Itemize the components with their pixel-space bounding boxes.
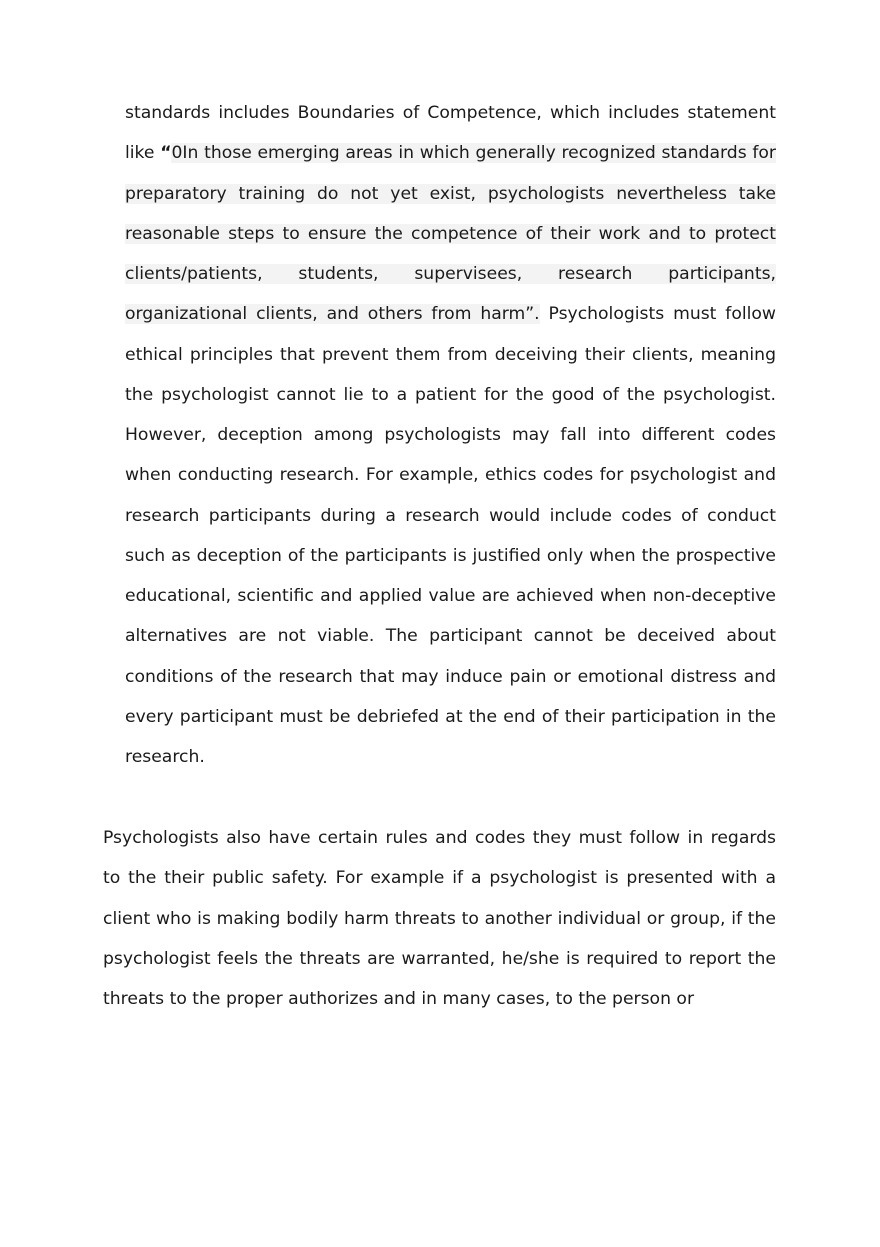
paragraph-intro-text: standards includes Boundaries of Competence, which includes statement like — [125, 103, 776, 164]
opening-quote-mark: “ — [160, 143, 172, 164]
paragraph-body-text: Psychologists must follow ethical principles that prevent them from deceiving their clients, meaning the psychologist cannot lie to a patient for the good of the psychologist. However, deception among psychologists may fall into different codes when conducting research. For example, ethics codes for psychologist and research participants during a research would include codes of conduct such as deception of the participants is justified only when the prospective educational, scientific and applied value are achieved when non-deceptive alternatives are not viable. The participant cannot be deceived about conditions of the research that may induce pain or emotional distress and every participant must be debriefed at the end of their participation in the research. — [125, 304, 776, 767]
paragraph-public-safety: Psychologists also have certain rules and codes they must follow in regards to the their public safety. For example if a psychologist is presented with a client who is making bodily harm threats to another individual or group, if the psychologist feels the threats are warranted, he/she is required to report the threats to the proper authorizes and in many cases, to the person or — [103, 828, 776, 1009]
highlighted-quotation: 0In those emerging areas in which generally recognized standards for preparatory training do not yet exist, psychologists nevertheless take reasonable steps to ensure the competence of their work and to protect clients/patients, students, supervisees, research participants, organizational clients, and others from harm”. — [125, 143, 776, 325]
paragraph-ethics-standards — [125, 93, 776, 777]
